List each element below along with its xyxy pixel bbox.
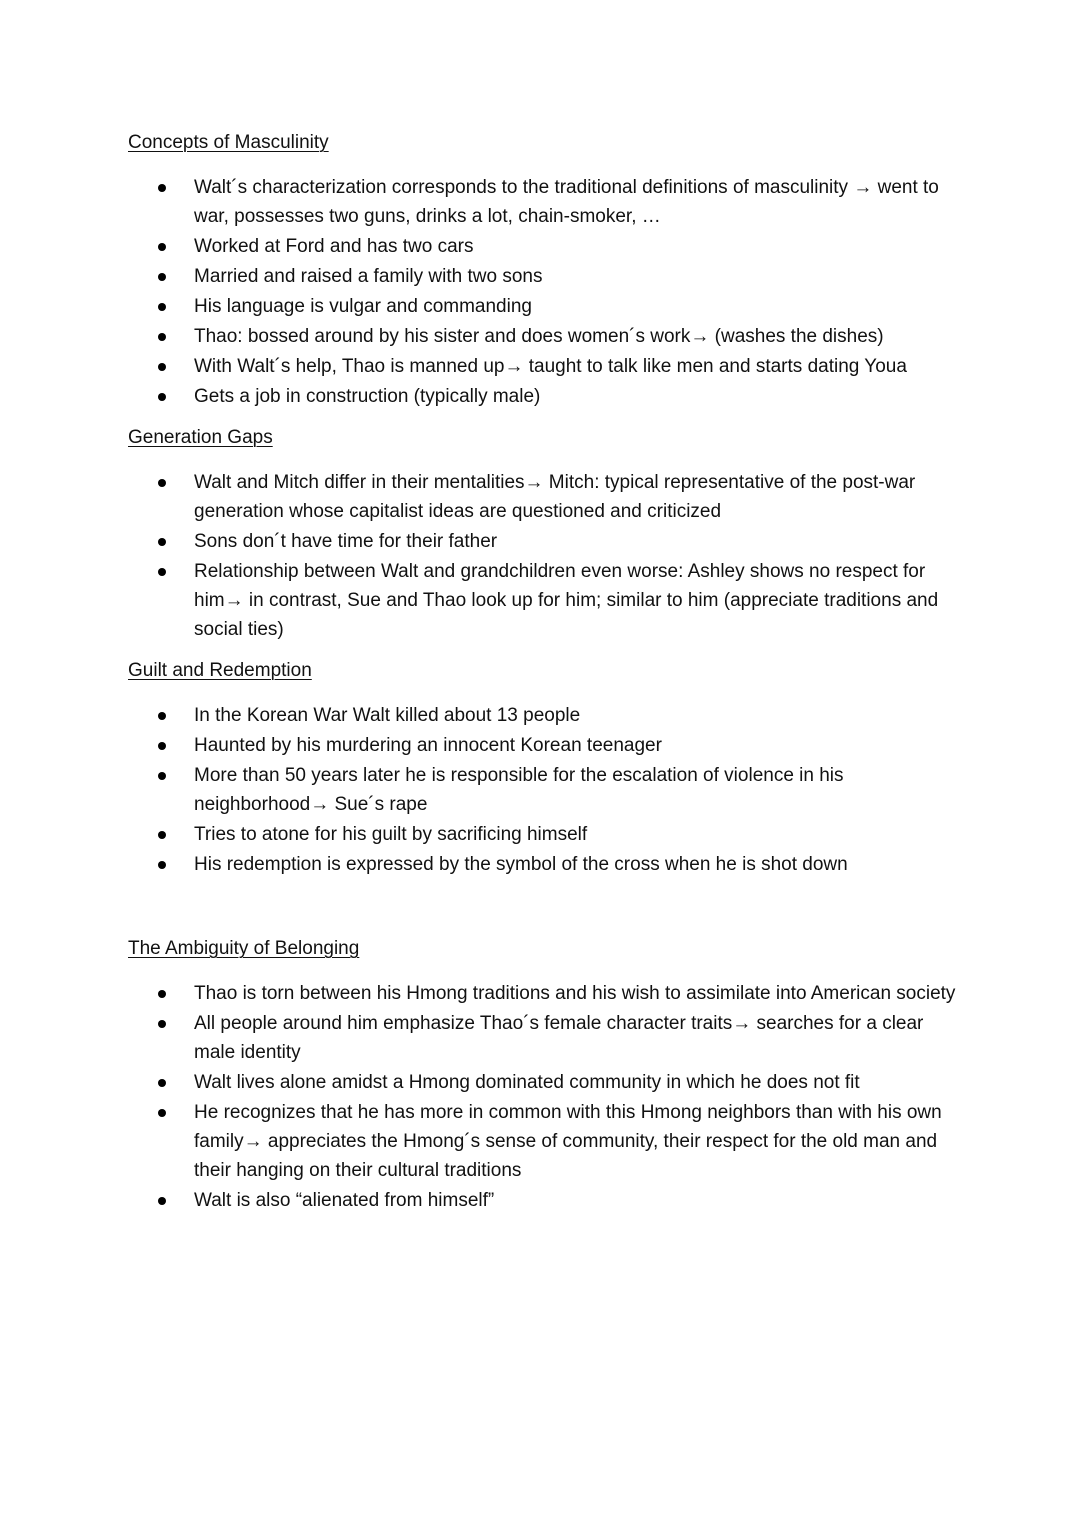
list-item: He recognizes that he has more in common with this Hmong neighbors than with his own family→ appreciates the Hmong´s sense of community, their respect for the old man and their hanging on their cultural traditions bbox=[128, 1098, 968, 1185]
bullet-icon bbox=[158, 712, 166, 720]
section-heading: Generation Gaps bbox=[128, 427, 273, 448]
list-item: All people around him emphasize Thao´s female character traits→ searches for a clear male identity bbox=[128, 1009, 968, 1067]
bullet-icon bbox=[158, 243, 166, 251]
bullet-list bbox=[128, 701, 968, 879]
bullet-icon bbox=[158, 742, 166, 750]
section-generation-gaps bbox=[128, 425, 968, 645]
bullet-list bbox=[128, 979, 968, 1215]
bullet-icon bbox=[158, 1109, 166, 1117]
list-item: Walt and Mitch differ in their mentalities→ Mitch: typical representative of the post-war generation whose capitalist ideas are questioned and criticized bbox=[128, 468, 968, 526]
section-masculinity bbox=[128, 130, 968, 412]
section-ambiguity-belonging bbox=[128, 936, 968, 1216]
bullet-list bbox=[128, 468, 968, 644]
list-item: Walt lives alone amidst a Hmong dominated community in which he does not fit bbox=[128, 1068, 968, 1097]
bullet-icon bbox=[158, 333, 166, 341]
bullet-icon bbox=[158, 772, 166, 780]
bullet-icon bbox=[158, 990, 166, 998]
list-item: His redemption is expressed by the symbol of the cross when he is shot down bbox=[128, 850, 968, 879]
list-item: Tries to atone for his guilt by sacrificing himself bbox=[128, 820, 968, 849]
bullet-icon bbox=[158, 538, 166, 546]
bullet-icon bbox=[158, 303, 166, 311]
bullet-icon bbox=[158, 363, 166, 371]
list-item: Sons don´t have time for their father bbox=[128, 527, 968, 556]
bullet-icon bbox=[158, 1197, 166, 1205]
list-item: More than 50 years later he is responsible for the escalation of violence in his neighborhood→ Sue´s rape bbox=[128, 761, 968, 819]
section-heading: Concepts of Masculinity bbox=[128, 132, 329, 153]
section-guilt-redemption bbox=[128, 658, 968, 880]
bullet-icon bbox=[158, 273, 166, 281]
list-item: Thao: bossed around by his sister and does women´s work→ (washes the dishes) bbox=[128, 322, 968, 351]
bullet-icon bbox=[158, 393, 166, 401]
bullet-icon bbox=[158, 831, 166, 839]
bullet-icon bbox=[158, 1020, 166, 1028]
bullet-list bbox=[128, 173, 968, 411]
list-item: Haunted by his murdering an innocent Korean teenager bbox=[128, 731, 968, 760]
bullet-icon bbox=[158, 568, 166, 576]
list-item: His language is vulgar and commanding bbox=[128, 292, 968, 321]
list-item: Walt is also “alienated from himself” bbox=[128, 1186, 968, 1215]
bullet-icon bbox=[158, 479, 166, 487]
list-item: Gets a job in construction (typically male) bbox=[128, 382, 968, 411]
section-heading: Guilt and Redemption bbox=[128, 660, 312, 681]
bullet-icon bbox=[158, 861, 166, 869]
list-item: Thao is torn between his Hmong traditions and his wish to assimilate into American society bbox=[128, 979, 968, 1008]
bullet-icon bbox=[158, 184, 166, 192]
section-heading: The Ambiguity of Belonging bbox=[128, 938, 360, 959]
list-item: In the Korean War Walt killed about 13 people bbox=[128, 701, 968, 730]
bullet-icon bbox=[158, 1079, 166, 1087]
list-item: Married and raised a family with two sons bbox=[128, 262, 968, 291]
list-item: Relationship between Walt and grandchildren even worse: Ashley shows no respect for him→ in contrast, Sue and Thao look up for him; similar to him (appreciate traditions and social ties) bbox=[128, 557, 968, 644]
list-item: Worked at Ford and has two cars bbox=[128, 232, 968, 261]
list-item: With Walt´s help, Thao is manned up→ taught to talk like men and starts dating Youa bbox=[128, 352, 968, 381]
list-item: Walt´s characterization corresponds to the traditional definitions of masculinity → went to war, possesses two guns, drinks a lot, chain-smoker, … bbox=[128, 173, 968, 231]
